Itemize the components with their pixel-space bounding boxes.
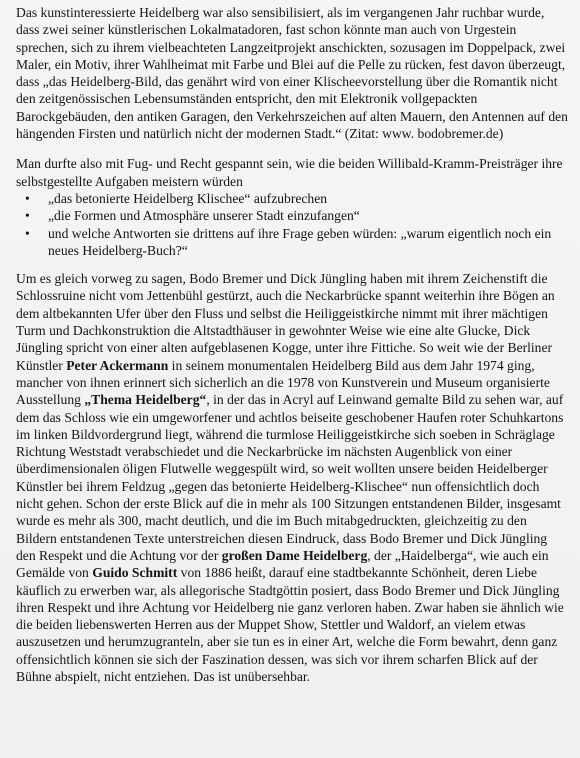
artist-name-schmitt: Guido Schmitt — [92, 565, 178, 581]
paragraph-expectations: Man durfte also mit Fug- und Recht gespannt sein, wie die beiden Willibald-Kramm-Preisträger ihre selbstgestellte Aufgaben meistern würden — [16, 156, 563, 189]
list-item: • „das betonierte Heidelberg Klischee“ aufzubrechen — [16, 190, 568, 207]
text-run: von 1886 heißt, darauf eine stadtbekannte Schönheit, deren Liebe käuflich zu erwerben war, als allegorische Stadtgöttin posiert, dass Bodo Bremer und Dick Jüngling ihren Respekt und ihre Achtung vor Heidelberg nie ganz verloren haben. Zwar haben sie ähnlich wie die beiden liebenswerten Herren aus der Muppet Show, Stettler und Waldorf, an vielem etwas auszusetzen und herumzugranteln, aber sie tun es in einer Art, welche die Form bewahrt, denn ganz offensichtlich können sie sich der Faszination dessen, was sich vor ihrem scharfen Blick auf der Bühne abspielt, nicht entziehen. Das ist unübersehbar. — [16, 565, 564, 684]
list-item: • „die Formen und Atmosphäre unserer Stadt einzufangen“ — [16, 207, 568, 224]
phrase-grosse-dame: großen Dame Heidelberg — [221, 547, 368, 563]
artist-name-ackermann: Peter Ackermann — [66, 357, 169, 373]
article-text — [16, 4, 568, 685]
text-run: , in der das in Acryl auf Leinwand gemalte Bild zu sehen war, auf dem das Schloss wie ein umgeworfener und achtlos beiseite geschobener Haufen roter Schuhkartons im linken Bildvordergrund liegt, während die turmlose Heiliggeistkirche sich soeben in Schräglage Richtung Weststadt verabschiedet und die Neckarbrücke im nächsten Augenblick von einer überdimensionalen öligen Flutwelle weggespült wird, so weit wollten unsere beiden Heidelberger Künstler bei ihrem Feldzug „gegen das betonierte Heidelberg-Klischee“ nun offensichtlich doch nicht gehen. Schon der erste Blick auf die in mehr als 100 Sitzungen entstandenen Bilder, insgesamt wurde es mehr als 300, macht deutlich, und die im Buch mitabgedruckten, gleichzeitig zu den Bildern entstandenen Texte unterstreichen diesen Eindruck, dass Bodo Bremer und Dick Jüngling den Respekt und die Achtung vor der — [16, 392, 564, 563]
paragraph-review — [16, 270, 568, 685]
text-run: , der „Haidelberga“, wie auch ein Gemälde von — [16, 547, 549, 581]
text-run: in seinem monumentalen Heidelberg Bild aus dem Jahr 1974 ging, mancher von ihnen erinnert sich sicherlich an die 1978 von Kunstverein und Museum organisierte Ausstellung — [16, 357, 550, 408]
list-item: • und welche Antworten sie drittens auf ihre Frage geben würden: „warum eigentlich noch ein neues Heidelberg-Buch?“ — [16, 225, 568, 260]
paragraph-intro: Das kunstinteressierte Heidelberg war also sensibilisiert, als im vergangenen Jahr ruchbar wurde, dass zwei seiner künstlerischen Lokalmatadoren, fast schon könnte man auch von Urgestein sprechen, sich zu ihrem vielbeachteten Langzeitprojekt anschickten, sozusagen im Doppelpack, zwei Maler, ein Motiv, ihrer Wahlheimat mit Farbe und Blei auf die Pelle zu rücken, fest davon überzeugt, dass „das Heidelberg-Bild, das genährt wird von einer Klischeevorstellung über die Romantik nicht den zeitgenössischen Lebensumständen entspricht, den mit Elektronik vollgepackten Barockgebäuden, den antiken Garagen, den Verkehrszeichen auf alten Mauern, den Antennen auf den hängenden Firsten und natürlich nicht der modernen Stadt.“ (Zitat: www. bodobremer.de) — [16, 5, 568, 142]
task-list — [16, 190, 568, 259]
text-run: Um es gleich vorweg zu sagen, Bodo Bremer und Dick Jüngling haben mit ihrem Zeichenstift die Schlossruine nicht vom Jettenbühl gestürzt, auch die Neckarbrücke spannt weiterhin ihre Bögen an dem altbekannten Ufer über den Fluss und selbst die Heiliggeistkirche nimmt mit ihrer mächtigen Turm und Dachkonstruktion die Altstadthäuser in gewohnter Weise wie eine alte Glucke, Dick Jüngling spricht von einer alten aufgeblasenen Kogge, unter ihre Fittiche. So weit wie der Berliner Künstler — [16, 271, 555, 373]
exhibition-title: „Thema Heidelberg“ — [84, 392, 207, 408]
